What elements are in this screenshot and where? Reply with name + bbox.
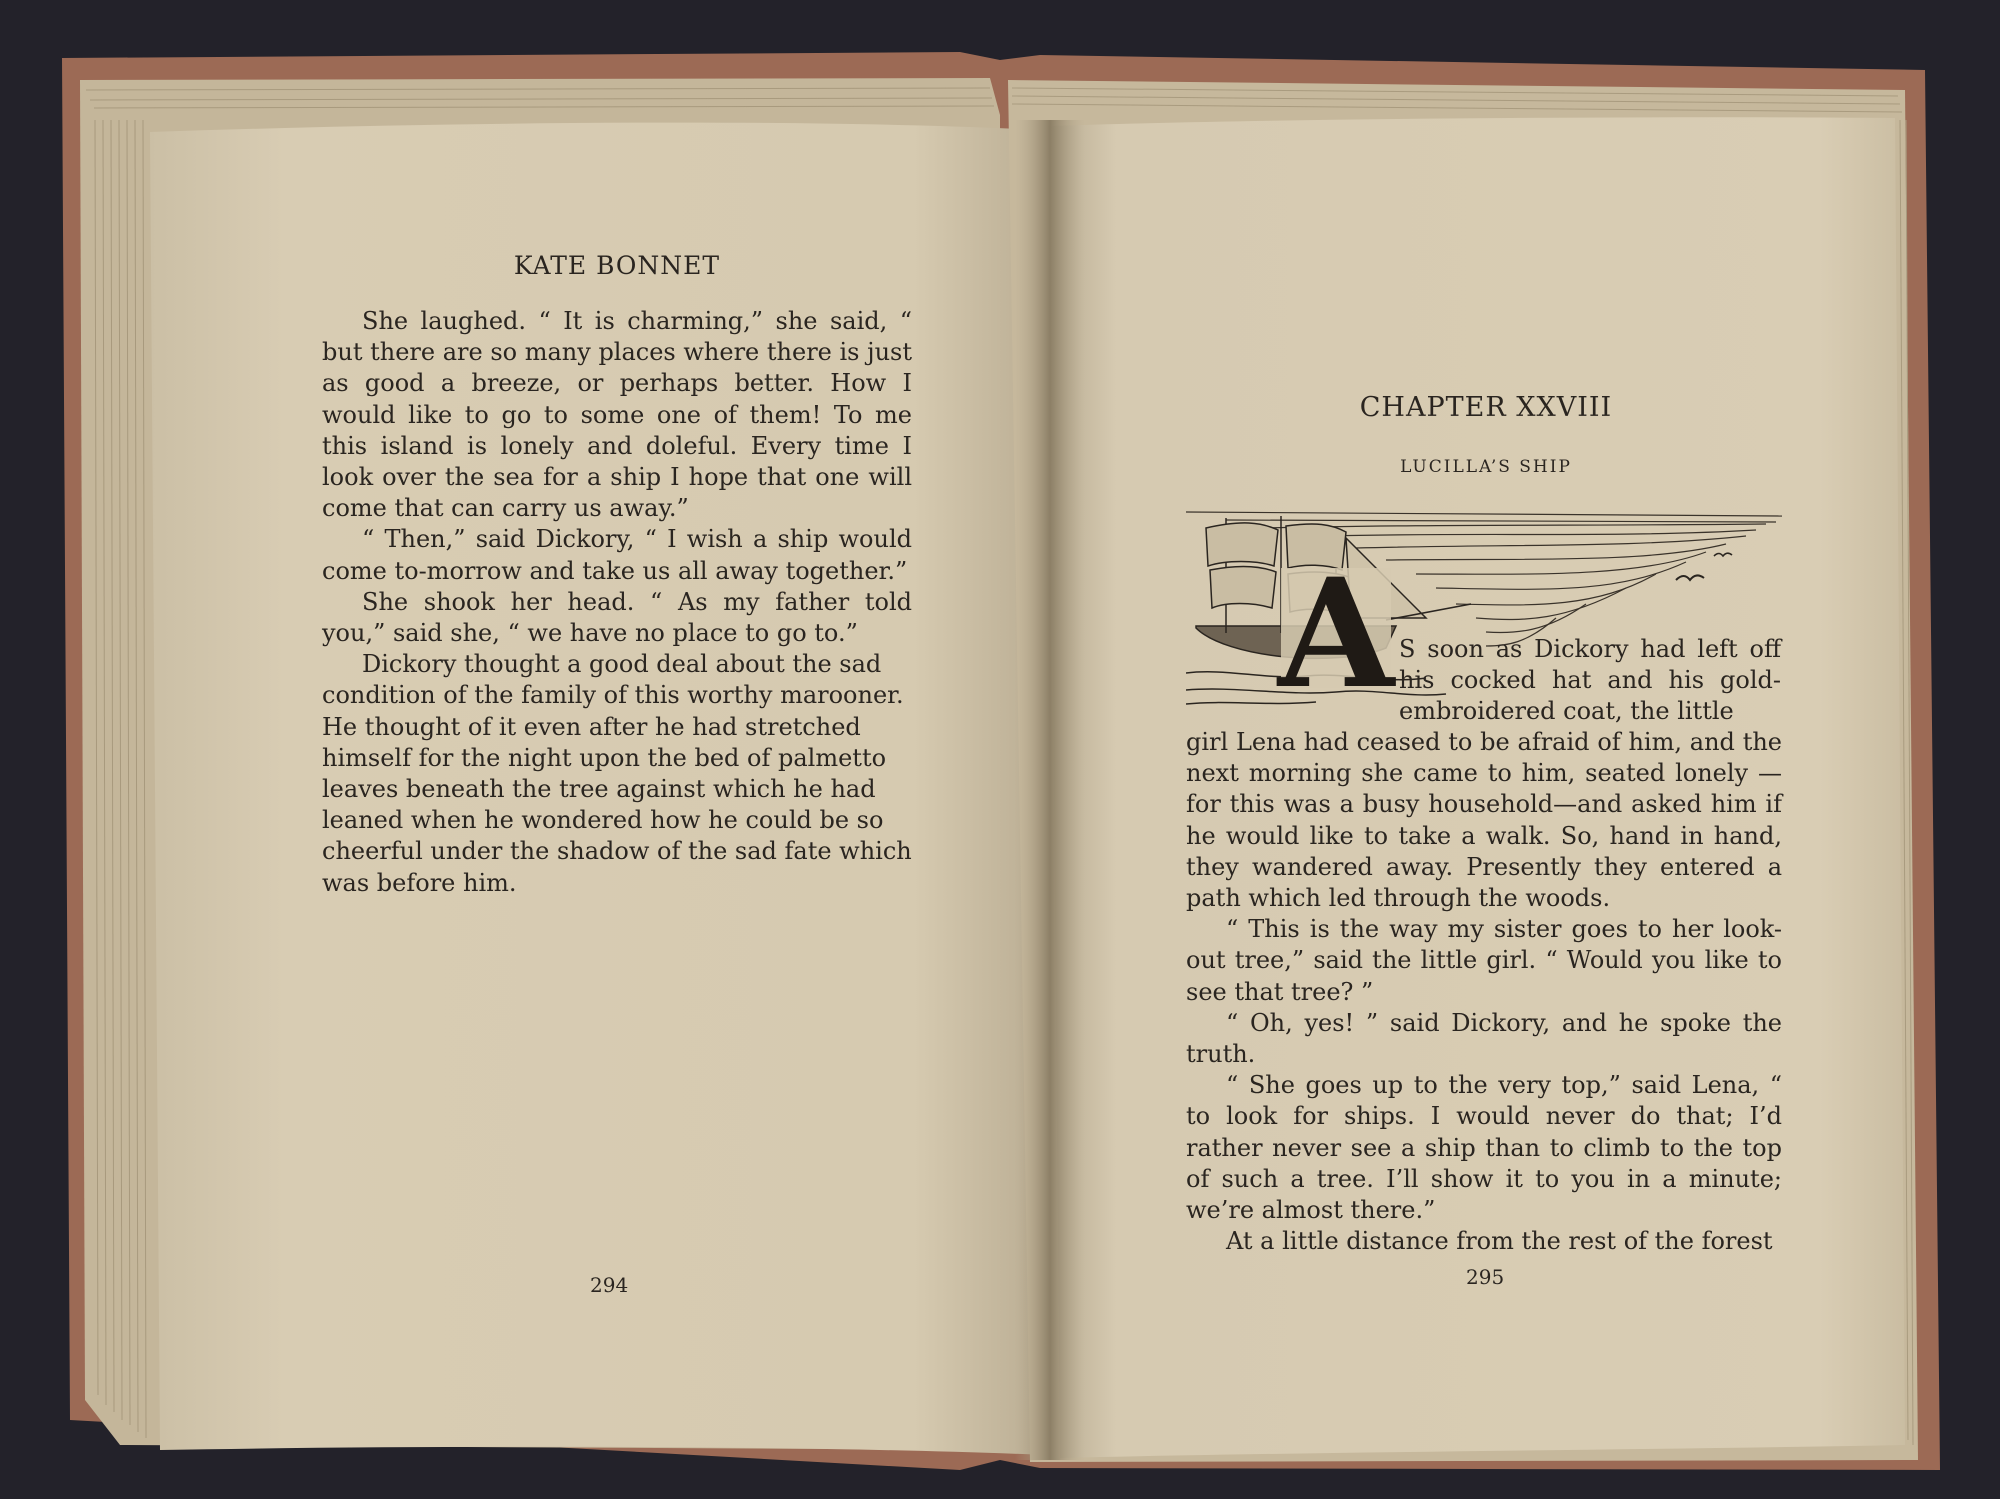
- paragraph: S soon as Dickory had left off his cocked hat and his gold-embroidered coat, the little: [1399, 635, 1781, 726]
- opening-text: [1399, 634, 1781, 728]
- bird-icon: [1714, 553, 1732, 556]
- right-page-text: [1186, 727, 1782, 1257]
- paragraph: girl Lena had ceased to be afraid of him, and the next morning she came to him, seated lonely —for this was a busy household—and asked him if he would like to take a walk. So, hand in hand, they wandered away. Presently they entered a path which led through the woods.: [1186, 728, 1782, 913]
- page-number-left: 294: [590, 1273, 629, 1297]
- chapter-subtitle: LUCILLA’S SHIP: [1400, 457, 1572, 477]
- bird-icon: [1676, 575, 1704, 580]
- paragraph: At a little distance from the rest of the forest: [1226, 1227, 1773, 1256]
- paragraph: “ This is the way my sister goes to her look-out tree,” said the little girl. “ Would you like to see that tree? ”: [1186, 915, 1782, 1006]
- paragraph: Dickory thought a good deal about the sad condition of the family of this worthy marooner. He thought of it even after he had stretched himself for the night upon the bed of palmetto leaves beneath the tree against which he had leaned when he wondered how he could be so cheerful under the shadow of the sad fate which was before him.: [322, 650, 912, 897]
- paragraph: She shook her head. “ As my father told you,” said she, “ we have no place to go to.”: [322, 587, 912, 648]
- page-number-right: 295: [1466, 1265, 1505, 1289]
- paragraph: She laughed. “ It is charming,” she said, “ but there are so many places where there is just as good a breeze, or perhaps better. How I would like to go to some one of them! To me this island is lonely and doleful. Every time I look over the sea for a ship I hope that one will come that can carry us away.”: [322, 307, 912, 523]
- left-page-text: [322, 306, 912, 899]
- chapter-title: CHAPTER XXVIII: [1359, 392, 1613, 423]
- drop-cap: [1276, 546, 1397, 708]
- drop-cap-letter: A: [1277, 546, 1395, 708]
- paragraph: “ Then,” said Dickory, “ I wish a ship would come to-morrow and take us all away together.”: [322, 525, 912, 585]
- paragraph: “ Oh, yes! ” said Dickory, and he spoke the truth.: [1186, 1008, 1782, 1069]
- paragraph: “ She goes up to the very top,” said Lena, “ to look for ships. I would never do that; I’d rather never see a ship than to climb to the top of such a tree. I’ll show it to you in a minute; we’re almost there.”: [1186, 1071, 1782, 1225]
- running-head: KATE BONNET: [513, 251, 721, 280]
- gutter-shadow: [1015, 120, 1085, 1460]
